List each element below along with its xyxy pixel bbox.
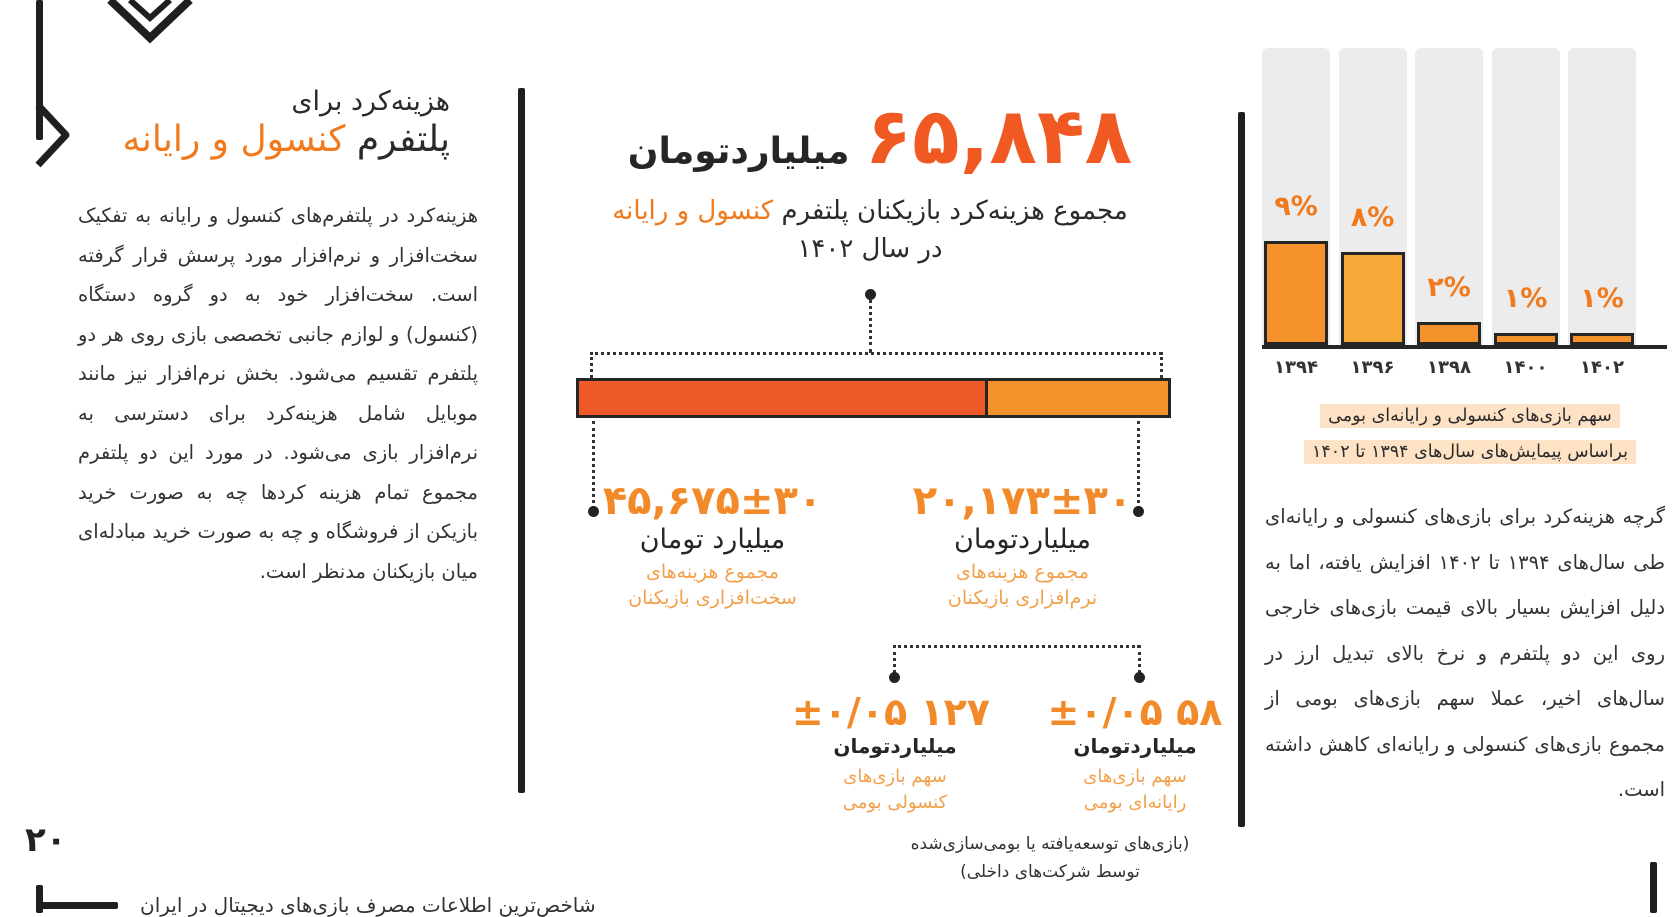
- connector-line: [590, 352, 1162, 355]
- chart-value-label: ۲%: [1427, 271, 1471, 303]
- chart-value-label: ۱%: [1503, 283, 1548, 315]
- top-logo-shape: [100, 0, 200, 45]
- chart-caption-line2: براساس پیمایش‌های سال‌های ۱۳۹۴ تا ۱۴۰۲: [1304, 440, 1636, 464]
- chart-value-label: ۹%: [1274, 190, 1318, 222]
- left-heading-orange: کنسول و رایانه: [122, 119, 346, 160]
- hardware-spend-value: ۴۵,۶۷۵±۳۰: [602, 478, 823, 524]
- local-console-value: ۱۲۷ ±۰/۰۵: [791, 690, 990, 734]
- hardware-spend-desc2: سخت‌افزاری بازیکنان: [628, 587, 797, 609]
- hardware-spend-unit: میلیارد تومان: [639, 524, 786, 555]
- software-spend-desc2: نرم‌افزاری بازیکنان: [947, 587, 1098, 609]
- subtitle-orange: کنسول و رایانه: [612, 196, 774, 226]
- local-console-desc1: سهم بازی‌های: [843, 766, 947, 787]
- note-line2: توسط شرکت‌های داخلی): [960, 862, 1140, 882]
- local-pc-value: ۵۸ ±۰/۰۵: [1047, 690, 1223, 734]
- chart-baseline: [1262, 345, 1667, 349]
- chart-bar: [1417, 322, 1481, 345]
- local-console-unit: میلیاردتومان: [833, 734, 957, 758]
- local-pc-desc2: رایانه‌ای بومی: [1083, 792, 1187, 813]
- chart-caption-line1: سهم بازی‌های کنسولی و رایانه‌ای بومی: [1320, 404, 1620, 428]
- connector-line: [590, 352, 593, 378]
- total-spend: [600, 92, 1160, 182]
- note-line1: (بازی‌های توسعه‌یافته یا بومی‌سازی‌شده: [910, 834, 1190, 854]
- total-spend-unit: میلیاردتومان: [627, 131, 850, 172]
- connector-line: [893, 645, 1140, 648]
- chart-bar: [1570, 333, 1634, 345]
- chart-category-label: ۱۳۹۶: [1350, 357, 1395, 378]
- footer-text: شاخص‌ترین اطلاعات مصرف بازی‌های دیجیتال در ایران: [140, 893, 596, 917]
- local-games-note: [830, 830, 1270, 886]
- chart-category-label: ۱۳۹۸: [1427, 357, 1471, 378]
- left-heading-line1: هزینه‌کرد برای: [291, 86, 450, 117]
- software-spend-unit: میلیاردتومان: [954, 524, 1091, 555]
- chart-value-label: ۸%: [1350, 202, 1395, 234]
- center-right-divider: [1238, 112, 1245, 827]
- hardware-spend: [590, 478, 835, 611]
- connector-dot: [1134, 672, 1145, 683]
- chart-category-label: ۱۴۰۰: [1503, 357, 1548, 378]
- local-console-share: [791, 690, 990, 816]
- left-heading-black: پلتفرم: [356, 119, 450, 160]
- center-left-divider: [518, 88, 525, 793]
- bar-segment-hardware: [579, 381, 988, 415]
- software-spend-value: ۲۰,۱۷۳±۳۰: [912, 478, 1133, 524]
- subtitle-black: مجموع هزینه‌کرد بازیکنان پلتفرم: [781, 196, 1128, 226]
- page-number: ۲۰: [25, 820, 67, 860]
- chart-value-label: ۱%: [1580, 283, 1624, 315]
- left-heading: [30, 86, 450, 160]
- chart-category-label: ۱۳۹۴: [1274, 357, 1318, 378]
- subtitle-year: در سال ۱۴۰۲: [797, 234, 943, 264]
- bar-segment-software: [988, 381, 1168, 415]
- software-spend-desc1: مجموع هزینه‌های: [955, 561, 1089, 583]
- chart-bar: [1494, 333, 1558, 345]
- connector-line: [869, 299, 872, 353]
- chart-bar: [1341, 252, 1405, 345]
- bottom-left-bracket-h: [36, 902, 118, 909]
- right-body-text: گرچه هزینه‌کرد برای بازی‌های کنسولی و رایانه‌ای طی سال‌های ۱۳۹۴ تا ۱۴۰۲ افزایش یافته، اما به دلیل افزایش بسیار بالای قیمت بازی‌های خارجی روی این دو پلتفرم و نرخ بالای تبدیل ارز در سال‌های اخیر، عملا سهم بازی‌های بومی از مجموع بازی‌های کنسولی و رایانه‌ای کاهش داشته است.: [1265, 505, 1665, 801]
- total-spend-subtitle: [560, 192, 1180, 268]
- chart-bar: [1264, 241, 1328, 345]
- hardware-spend-desc1: مجموع هزینه‌های: [645, 561, 779, 583]
- local-console-desc2: کنسولی بومی: [842, 792, 948, 813]
- local-pc-share: [1040, 690, 1230, 816]
- local-pc-desc1: سهم بازی‌های: [1083, 766, 1187, 787]
- spend-split-bar: [576, 378, 1171, 418]
- left-heading-line2: [30, 119, 450, 160]
- bottom-right-bracket: [1650, 862, 1657, 913]
- connector-line: [1138, 645, 1141, 673]
- connector-line: [1160, 352, 1163, 378]
- chart-category-label: ۱۴۰۲: [1580, 357, 1624, 378]
- chart-caption: [1280, 398, 1660, 470]
- software-spend: [905, 478, 1140, 611]
- total-spend-value: ۶۵,۸۴۸: [864, 92, 1133, 182]
- left-body-text: هزینه‌کرد در پلتفرم‌های کنسول و رایانه به تفکیک سخت‌افزار و نرم‌افزار مورد پرسش قرار گرفته است. سخت‌افزار خود به دو گروه دستگاه (کنسول) و لوازم جانبی تخصصی بازی روی هر دو پلتفرم تقسیم می‌شود. بخش نرم‌افزار نیز مانند موبایل شامل هزینه‌کرد برای دسترسی به نرم‌افزار بازی می‌شود. در مورد این دو پلتفرم مجموع تمام هزینه کردها چه به صورت خرید بازیکن از فروشگاه و چه به صورت خرید مبادله‌ای میان بازیکنان مدنظر است.: [78, 204, 478, 583]
- local-pc-unit: میلیاردتومان: [1073, 734, 1197, 758]
- connector-line: [893, 645, 896, 673]
- connector-dot: [889, 672, 900, 683]
